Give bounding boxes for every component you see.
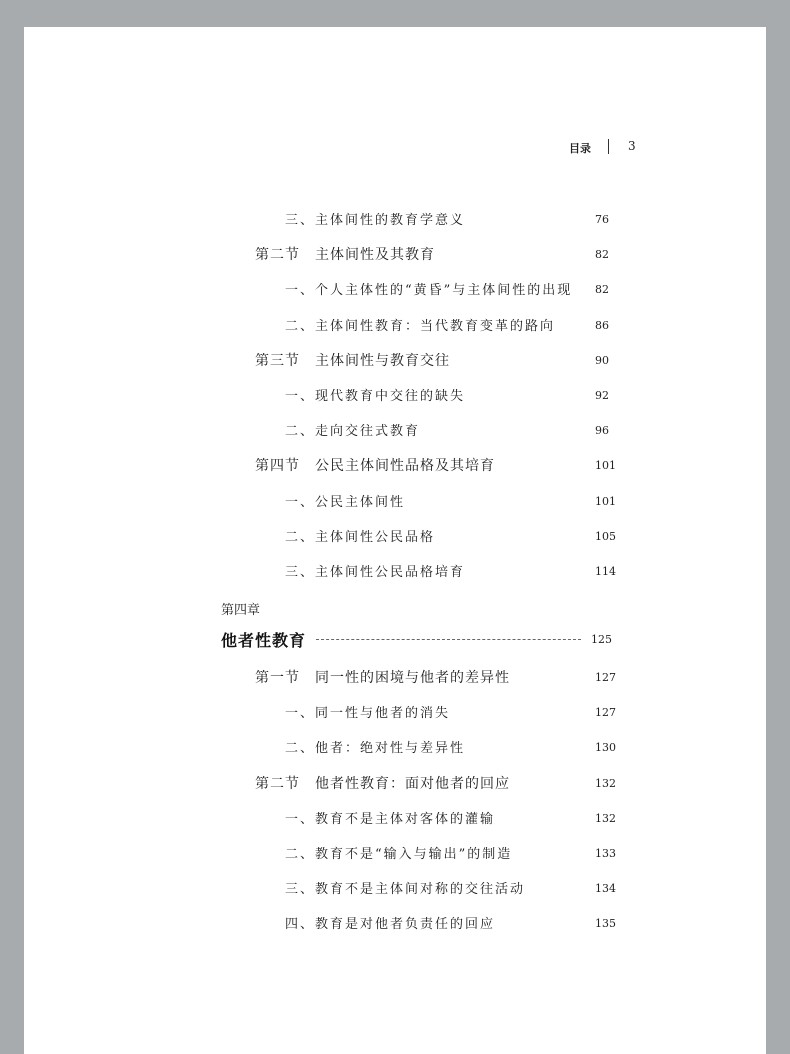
book-page (24, 27, 766, 1054)
chapter-title: 他者性教育 (221, 631, 307, 650)
toc-subsection-entry[interactable] (285, 702, 625, 724)
entry-page-number: 132 (595, 776, 616, 790)
entry-title: 二、教育不是“输入与输出”的制造 (285, 847, 513, 862)
entry-title: 三、主体间性的教育学意义 (285, 213, 466, 228)
entry-title: 二、走向交往式教育 (285, 424, 421, 440)
entry-page-number: 86 (595, 318, 609, 332)
toc-subsection-entry[interactable] (285, 491, 625, 513)
toc-subsection-entry[interactable] (285, 561, 625, 583)
entry-page-number: 82 (595, 283, 609, 297)
entry-title: 第三节 主体间性与教育交往 (255, 352, 450, 369)
toc-subsection-entry[interactable] (285, 843, 625, 865)
entry-page-number: 114 (595, 565, 616, 578)
toc-subsection-entry[interactable] (285, 878, 625, 900)
toc-section-entry[interactable] (255, 350, 625, 372)
entry-page-number: 105 (595, 529, 616, 543)
chapter-title-entry[interactable] (221, 628, 621, 654)
toc-subsection-entry[interactable] (285, 420, 625, 442)
entry-page-number: 96 (595, 424, 609, 438)
toc-subsection-entry[interactable] (285, 913, 625, 935)
toc-subsection-entry[interactable] (285, 808, 625, 830)
toc-subsection-entry[interactable] (285, 526, 625, 548)
toc-section-entry[interactable] (255, 667, 625, 689)
toc-subsection-entry[interactable] (285, 315, 625, 337)
entry-page-number: 92 (595, 389, 609, 402)
entry-title: 二、他者：绝对性与差异性 (285, 741, 466, 757)
entry-page-number: 127 (595, 706, 616, 720)
entry-title: 第四节 公民主体间性品格及其培育 (255, 458, 495, 475)
entry-page-number: 82 (595, 248, 609, 262)
entry-title: 一、公民主体间性 (285, 494, 406, 510)
running-head-divider (608, 139, 609, 154)
entry-title: 第二节 他者性教育：面对他者的回应 (255, 775, 510, 792)
toc-section-entry[interactable] (255, 455, 625, 477)
entry-page-number: 133 (595, 847, 616, 860)
entry-title: 一、教育不是主体对客体的灌输 (285, 811, 496, 827)
dot-leader (316, 639, 581, 640)
entry-page-number: 101 (595, 459, 616, 473)
entry-title: 二、主体间性公民品格 (285, 529, 436, 545)
entry-page-number: 90 (595, 353, 609, 367)
entry-title: 第一节 同一性的困境与他者的差异性 (255, 670, 510, 686)
entry-page-number: 132 (595, 811, 616, 825)
entry-page-number: 101 (595, 494, 616, 508)
entry-title: 二、主体间性教育：当代教育变革的路向 (285, 318, 556, 334)
entry-title: 四、教育是对他者负责任的回应 (285, 917, 496, 933)
running-head (524, 139, 644, 155)
toc-subsection-entry[interactable] (285, 279, 625, 301)
toc-subsection-entry[interactable] (285, 737, 625, 759)
toc-subsection-entry[interactable] (285, 209, 625, 231)
running-head-label: 目录 (569, 142, 591, 155)
page-number: 3 (628, 139, 636, 153)
chapter-label: 第四章 (221, 603, 261, 618)
entry-title: 一、同一性与他者的消失 (285, 706, 451, 722)
entry-page-number: 134 (595, 882, 616, 896)
entry-title: 一、现代教育中交往的缺失 (285, 389, 466, 404)
toc-subsection-entry[interactable] (285, 385, 625, 407)
toc-section-entry[interactable] (255, 773, 625, 795)
chapter-page-number: 125 (591, 633, 612, 646)
entry-title: 三、教育不是主体间对称的交往活动 (285, 882, 526, 898)
entry-page-number: 135 (595, 917, 616, 931)
entry-page-number: 127 (595, 671, 616, 684)
entry-title: 三、主体间性公民品格培育 (285, 565, 466, 580)
entry-page-number: 130 (595, 741, 616, 755)
entry-title: 第二节 主体间性及其教育 (255, 247, 435, 264)
entry-title: 一、个人主体性的“黄昏”与主体间性的出现 (285, 283, 573, 299)
entry-page-number: 76 (595, 213, 609, 226)
toc-section-entry[interactable] (255, 244, 625, 266)
